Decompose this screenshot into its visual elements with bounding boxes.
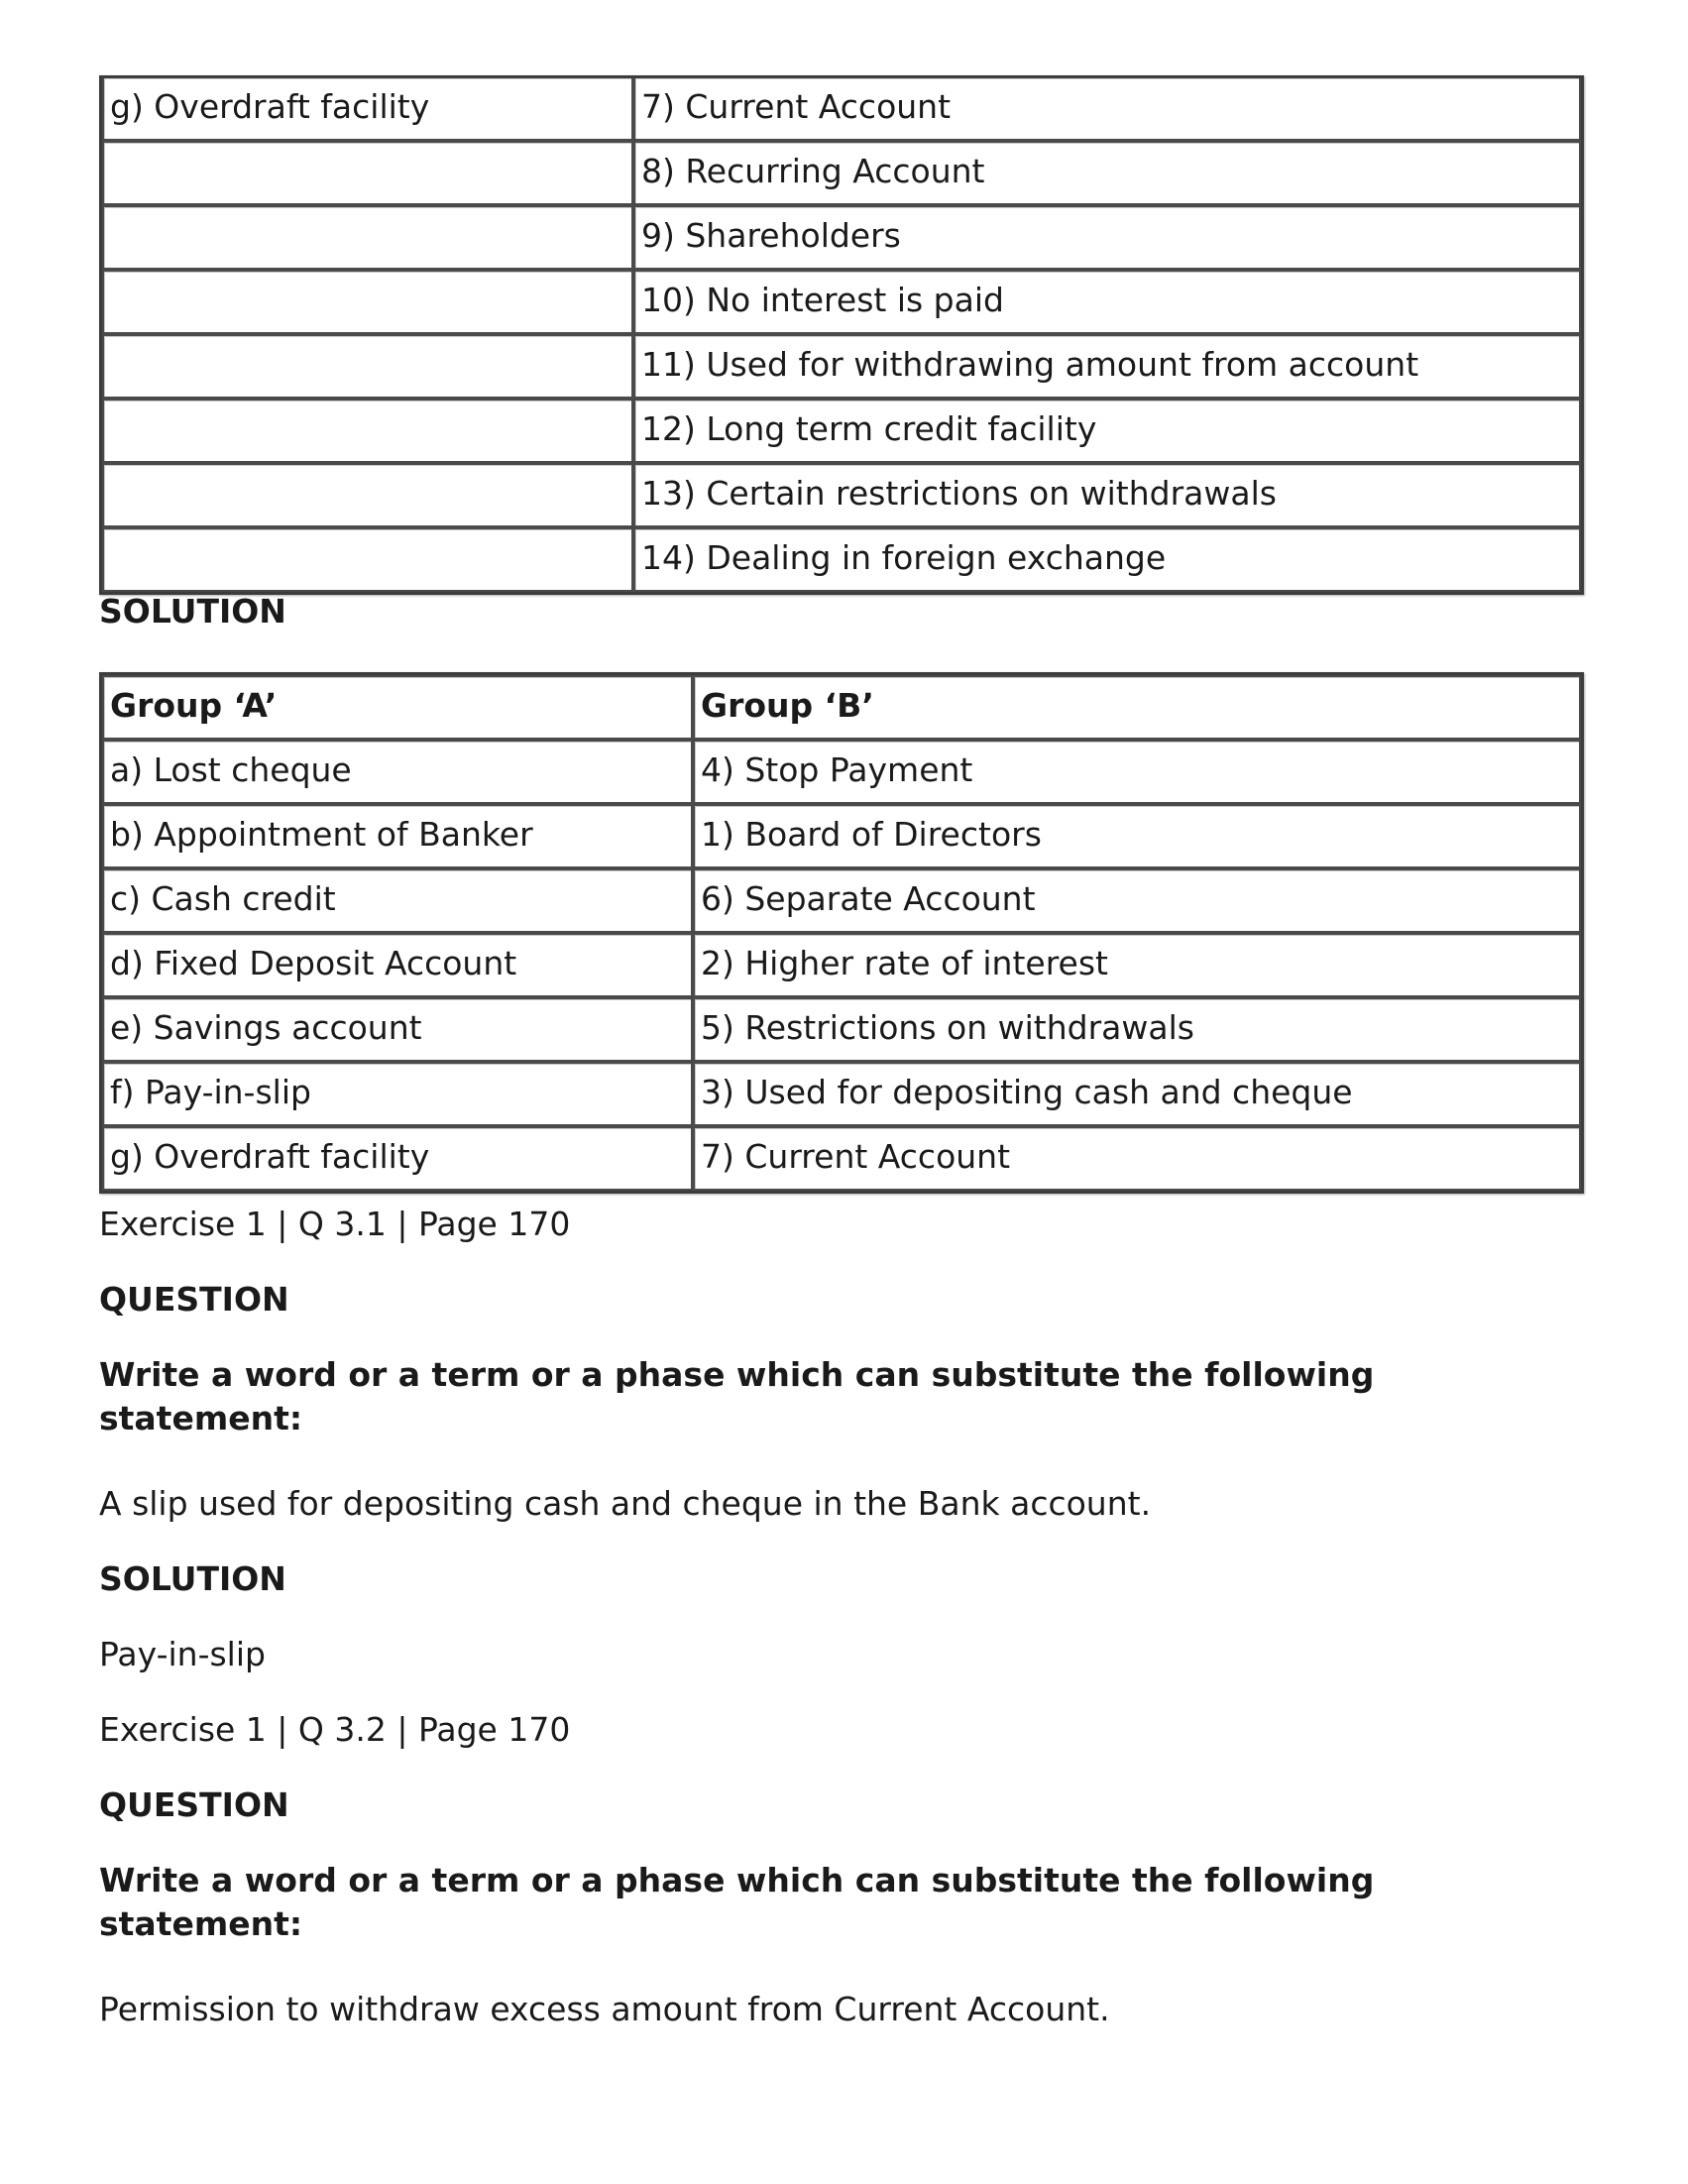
column-header-group-b: Group ‘B’: [693, 675, 1581, 740]
table-cell-group-a: b) Appointment of Banker: [102, 804, 693, 868]
table-cell-group-a: d) Fixed Deposit Account: [102, 933, 693, 997]
table-cell-group-b: 9) Shareholders: [633, 205, 1581, 270]
table-header-row: [102, 675, 1581, 740]
table-cell-group-b: 7) Current Account: [693, 1126, 1581, 1191]
table-row: [102, 399, 1581, 463]
table-row: [102, 997, 1581, 1062]
table-row: [102, 868, 1581, 933]
question-instruction: Write a word or a term or a phase which can substitute the following statement:: [99, 1861, 1375, 1943]
table-cell-group-b: 8) Recurring Account: [633, 141, 1581, 205]
table-row: [102, 334, 1581, 399]
table-cell-group-b: 14) Dealing in foreign exchange: [633, 527, 1581, 592]
solution-answer: Pay-in-slip: [99, 1635, 266, 1673]
exercise-reference: Exercise 1 | Q 3.1 | Page 170: [99, 1205, 571, 1243]
table-cell-group-b: 11) Used for withdrawing amount from account: [633, 334, 1581, 399]
question-statement: Permission to withdraw excess amount from Current Account.: [99, 1990, 1110, 2028]
table-cell-group-a: g) Overdraft facility: [102, 78, 633, 141]
table-cell-group-a: [102, 270, 633, 334]
table-cell-group-a: [102, 205, 633, 270]
question-instruction: Write a word or a term or a phase which can substitute the following statement:: [99, 1355, 1375, 1437]
table-row: [102, 527, 1581, 592]
table-row: [102, 205, 1581, 270]
table-cell-group-a: g) Overdraft facility: [102, 1126, 693, 1191]
table-cell-group-b: 7) Current Account: [633, 78, 1581, 141]
table-cell-group-a: f) Pay-in-slip: [102, 1062, 693, 1126]
table-row: [102, 1062, 1581, 1126]
table-cell-group-a: [102, 334, 633, 399]
table-cell-group-b: 6) Separate Account: [693, 868, 1581, 933]
table-cell-group-a: [102, 463, 633, 527]
table-row: [102, 1126, 1581, 1191]
table-cell-group-a: [102, 141, 633, 205]
column-header-group-a: Group ‘A’: [102, 675, 693, 740]
table-cell-group-b: 10) No interest is paid: [633, 270, 1581, 334]
table-row: [102, 740, 1581, 804]
exercise-reference: Exercise 1 | Q 3.2 | Page 170: [99, 1710, 571, 1749]
table-row: [102, 141, 1581, 205]
table-cell-group-a: c) Cash credit: [102, 868, 693, 933]
question-statement: A slip used for depositing cash and cheque in the Bank account.: [99, 1484, 1152, 1523]
table-cell-group-a: [102, 527, 633, 592]
table-cell-group-b: 2) Higher rate of interest: [693, 933, 1581, 997]
solution-heading: SOLUTION: [99, 592, 286, 631]
table-cell-group-b: 5) Restrictions on withdrawals: [693, 997, 1581, 1062]
table-cell-group-b: 12) Long term credit facility: [633, 399, 1581, 463]
question-label: QUESTION: [99, 1785, 289, 1824]
table-cell-group-b: 3) Used for depositing cash and cheque: [693, 1062, 1581, 1126]
solution-label: SOLUTION: [99, 1559, 286, 1598]
question-label: QUESTION: [99, 1280, 289, 1319]
table-cell-group-b: 1) Board of Directors: [693, 804, 1581, 868]
matching-table: [99, 75, 1584, 595]
table-row: [102, 463, 1581, 527]
solution-table: [99, 672, 1584, 1194]
table-row: [102, 933, 1581, 997]
table-row: [102, 78, 1581, 141]
table-cell-group-b: 13) Certain restrictions on withdrawals: [633, 463, 1581, 527]
table-cell-group-a: a) Lost cheque: [102, 740, 693, 804]
table-row: [102, 270, 1581, 334]
table-row: [102, 804, 1581, 868]
table-cell-group-b: 4) Stop Payment: [693, 740, 1581, 804]
table-cell-group-a: e) Savings account: [102, 997, 693, 1062]
table-cell-group-a: [102, 399, 633, 463]
